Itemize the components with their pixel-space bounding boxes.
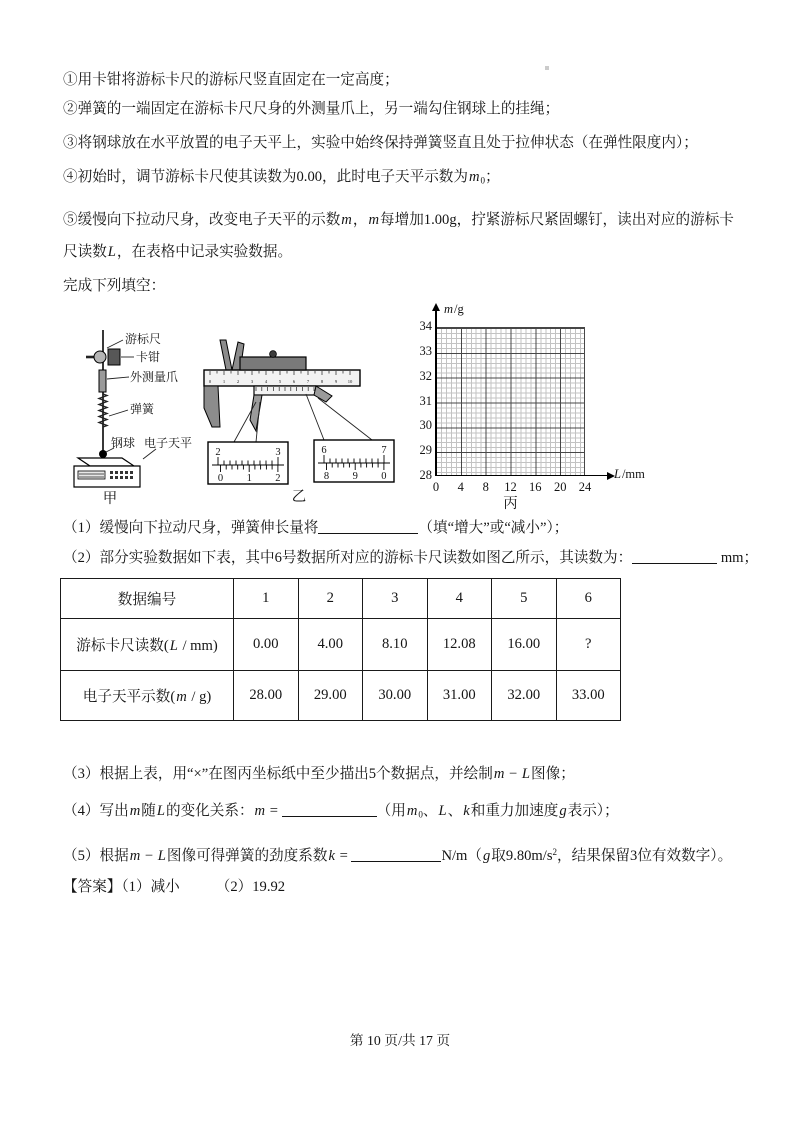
row-label-unit: / g) [187,689,212,705]
step-2 [63,99,559,120]
balance-button [130,476,133,479]
var-m0-sub: 0 [480,175,486,186]
question-4-mid: 的变化关系： [165,803,254,819]
separator: 、 [447,803,463,819]
step-3-text: ③将钢球放在水平放置的电子天平上，实验中始终保持弹簧竖直且处于拉伸状态（在弹性限度内）； [63,135,698,151]
balance-display [78,471,105,479]
label-outer-jaw: 外测量爪 [130,370,179,384]
var-m0: m [468,169,480,185]
pointer-line [109,410,128,416]
table-cell: 1 [234,579,299,619]
unit-newton-per-meter: N/m（ [441,847,482,864]
balance-platform [78,458,134,466]
step-5-line2-text: 尺读数 [63,244,107,260]
question-1-text: （1）缓慢向下拉动尺身，弹簧伸长量将 [63,520,319,536]
figure-yi-caliper [196,324,410,504]
var-m: m [129,803,141,819]
step-5-text: ⑤缓慢向下拉动尺身，改变电子天平的示数 [63,212,341,228]
label-spring: 弹簧 [130,402,155,416]
step-5-line2-end: ，在表格中记录实验数据。 [116,244,293,260]
fill-prompt-text: 完成下列填空： [63,278,166,294]
caption-bing: 丙 [503,496,518,512]
var-L: L [107,244,116,260]
table-row-balance-readings [61,671,621,721]
label-balance: 电子天平 [144,436,193,450]
table-cell: 0.00 [234,619,299,671]
equals-sign: = [335,847,352,864]
x-tick-label: 16 [529,480,542,494]
step-4-end: ； [485,169,500,185]
balance-button [110,476,113,479]
y-axis-unit: /g [454,302,464,316]
main-scale-number: 0 [208,379,212,384]
x-axis [435,475,609,477]
var-k: k [328,847,335,864]
main-scale-number: 5 [278,379,282,384]
step-5-text-cont: 每增加1.00g，拧紧游标尺紧固螺钉，读出对应的游标卡 [380,212,734,228]
table-cell: 31.00 [427,671,492,721]
x-tick-label: 8 [482,480,489,494]
var-L: L [438,803,447,819]
question-5-end: ，结果保留3位有效数字）。 [557,847,733,864]
question-2 [63,548,758,569]
steel-ball [99,450,107,458]
table-cell: 3 [363,579,428,619]
main-scale-number: 6 [292,379,296,384]
comma: ， [352,212,368,228]
row-label-unit: / mm) [178,638,218,654]
var-m: m [368,212,379,228]
row-label-text: 电子天平示数( [82,689,176,705]
question-4-mid: 随 [141,803,156,819]
fill-prompt [63,276,165,297]
row-label [61,619,234,671]
x-axis-unit: /mm [621,467,645,481]
table-cell: 6 [556,579,621,619]
x-axis-title [613,467,645,482]
inset-left-bottom-number: 1 [246,473,252,484]
row-label [61,671,234,721]
var-L: L [169,638,178,654]
minus: − [505,766,521,782]
balance-button [115,471,118,474]
inset-left-top-number: 2 [215,447,221,458]
var-k: k [463,803,470,819]
var-m: m [254,803,266,819]
question-5-mid: 图像可得弹簧的劲度系数 [166,847,328,864]
y-axis-var: m [444,302,454,316]
answer-1: （1）减小 [121,879,180,895]
inset-right-bottom-number: 9 [352,471,358,482]
separator: 、 [422,803,438,819]
var-L: L [157,847,166,864]
balance-button [125,471,128,474]
figure-jia-apparatus [60,320,194,508]
y-tick-label: 34 [419,319,432,333]
y-tick-label: 33 [419,343,432,358]
label-steel-ball: 钢球 [111,436,136,450]
answer-blank [632,549,717,564]
pointer-line [107,377,129,379]
main-scale-number: 3 [250,379,254,384]
question-4-mid: 和重力加速度 [470,803,559,819]
minus: − [141,847,157,864]
main-scale-number: 9 [334,379,338,384]
table-cell: 8.10 [363,619,428,671]
page-footer: 第 10 页/共 17 页 [349,1033,451,1048]
y-axis-arrow [432,303,440,311]
x-tick-label: 20 [553,480,567,494]
step-5-line2 [63,242,292,263]
equals-sign: = [266,803,282,819]
var-m: m [493,766,505,782]
answer-blank [318,519,418,534]
label-vernier-ruler: 游标尺 [125,332,162,346]
y-tick-label: 31 [419,393,432,408]
main-scale-number: 8 [320,379,324,384]
data-table [60,578,621,721]
caliper-lower-movable-jaw [250,395,262,431]
caption-jia: 甲 [102,491,118,507]
question-4-text: （4）写出 [63,803,129,819]
answer-blank [351,847,441,862]
y-tick-label: 29 [419,443,432,458]
question-5 [63,842,732,867]
x-axis-var: L [614,467,621,481]
inset-right-top-number: 7 [381,445,387,456]
main-scale-number: 4 [264,379,268,384]
question-4 [63,801,619,826]
graph-paper-grid [436,327,585,476]
table-cell: 32.00 [492,671,557,721]
question-3 [63,764,575,785]
y-tick-label: 32 [419,368,432,383]
inset-left-top-number: 3 [275,447,281,458]
x-tick-label: 12 [504,480,517,494]
var-L: L [156,803,165,819]
outer-jaw-bar [99,370,106,392]
table-cell: 12.08 [427,619,492,671]
y-tick-label: 30 [419,418,432,433]
table-row-caliper-readings [61,619,621,671]
var-m0-sub: 0 [418,809,423,820]
step-4 [63,167,500,192]
answer-label: 【答案】 [63,879,122,895]
table-cell: 29.00 [298,671,363,721]
question-4-end: 表示）； [567,803,619,819]
inset-connector-line [318,398,372,440]
question-1 [63,518,568,539]
figure-bing-chart [408,300,658,510]
inset-left-bottom-number: 0 [217,473,224,484]
table-cell: 4 [427,579,492,619]
step-1-text: ①用卡钳将游标卡尺的游标尺竖直固定在一定高度； [63,72,399,88]
balance-button [115,476,118,479]
inset-left-bottom-number: 2 [275,473,281,484]
caliper-slider [240,357,306,370]
label-clamp: 卡钳 [136,350,161,364]
question-5-text: （5）根据 [63,847,129,864]
table-cell: 5 [492,579,557,619]
answer-line [63,877,285,898]
caliper-upper-fixed-jaw [220,340,232,370]
var-L: L [521,766,531,782]
var-g: g [559,803,567,819]
unit-mm: mm [717,550,744,566]
step-5-line1 [63,210,734,231]
table-cell: 28.00 [234,671,299,721]
var-m: m [176,689,187,705]
question-5-mid: 取9.80m/s [491,847,553,864]
var-m: m [341,212,352,228]
table-cell: ? [556,619,621,671]
y-axis-title [443,302,464,317]
inset-right-bottom-number: 0 [381,471,387,482]
locking-screw [270,351,277,358]
main-scale-number: 1 [222,379,226,384]
slider-tail [314,386,332,402]
question-3-end: 图像； [531,766,575,782]
caption-yi: 乙 [291,489,307,504]
main-scale-number: 2 [236,379,240,384]
y-axis [435,310,437,476]
main-scale-number: 10 [347,379,353,384]
question-4-paren: （用 [376,803,406,819]
table-cell: 16.00 [492,619,557,671]
main-scale-number: 7 [306,379,310,384]
x-tick-label: 0 [432,480,440,494]
table-cell: 2 [298,579,363,619]
superscript-2: 2 [552,847,558,857]
answer-blank [282,802,377,817]
clamp-block [108,349,120,365]
answer-2: （2）19.92 [215,879,286,895]
pointer-line [143,449,156,459]
table-corner: 数据编号 [61,579,234,619]
table-row-ids [61,579,621,619]
table-cell: 30.00 [363,671,428,721]
question-2-end: ； [743,550,759,566]
var-m: m [129,847,141,864]
table-cell: 33.00 [556,671,621,721]
caliper-lower-fixed-jaw [204,386,220,427]
balance-button [130,471,133,474]
step-1 [63,70,399,91]
question-2-text: （2）部分实验数据如下表，其中6号数据所对应的游标卡尺读数如图乙所示，其读数为： [63,550,633,566]
balance-button [120,476,123,479]
scan-artifact-dot [545,66,549,70]
y-tick-label: 28 [419,468,432,482]
row-label-text: 游标卡尺读数( [76,638,169,654]
balance-button [120,471,123,474]
question-3-text: （3）根据上表，用“×”在图丙坐标纸中至少描出5个数据点，并绘制 [63,766,493,782]
var-m0: m [406,803,418,819]
question-1-end: （填“增大”或“减小”）； [418,520,569,536]
balance-button [125,476,128,479]
step-2-text: ②弹簧的一端固定在游标卡尺尺身的外测量爪上，另一端勾住钢球上的挂绳； [63,101,560,117]
var-g: g [483,847,491,864]
inset-right-bottom-number: 8 [323,471,330,482]
pointer-line [107,340,123,348]
clamp-knob [94,351,106,363]
step-4-text: ④初始时，调节游标卡尺使其读数为0.00，此时电子天平示数为 [63,169,468,185]
inset-right-top-number: 6 [321,445,327,456]
x-tick-label: 24 [578,480,592,494]
table-cell: 4.00 [298,619,363,671]
x-tick-label: 4 [457,480,464,494]
balance-button [110,471,113,474]
step-3 [63,133,698,154]
